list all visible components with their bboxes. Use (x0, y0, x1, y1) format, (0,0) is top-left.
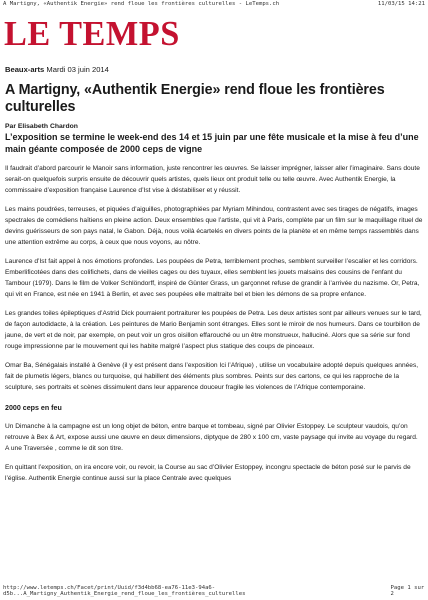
print-footer-page: Page 1 sur 2 (390, 585, 425, 597)
article-title: A Martigny, «Authentik Energie» rend floue les frontières culturelles (5, 82, 385, 115)
article (5, 65, 423, 484)
print-header (0, 1, 428, 7)
article-paragraph: Il faudrait d’abord parcourir le Manoir sans information, juste rencontrer les œuvres. Se laisser imprégner, laisser aller l’imaginaire. Sans doute serait-on quelquefois surpris ensuite de découvrir quels artistes, quels lieux ont produit telle ou telle œuvre. Avec Authentik Energie, la commissaire d’exposition française Laurence d’Ist vise à déstabiliser et y réussit. (5, 165, 420, 194)
publication-date: Mardi 03 juin 2014 (46, 65, 109, 74)
article-rubric (5, 65, 423, 75)
article-paragraph: Un Dimanche à la campagne est un long objet de béton, entre barque et tombeau, signé par Olivier Estoppey. Le sculpteur vaudois, qu’on retrouve à Bex & Art, expose aussi une œuvre en deux dimensions, diptyque de 280 x 100 cm, vaste paysage qui invite au voyage du regard. A une Traversée , comme le dit son titre. (5, 423, 418, 452)
article-subheading: 2000 ceps en feu (5, 404, 62, 412)
article-paragraph: Omar Ba, Sénégalais installé à Genève (il y est présent dans l’exposition Ici l’Afrique) , utilise un vocabulaire adopté depuis quelques années, fait de plumetis légers, blancs ou turquoise, qui habillent des éléments plus sombres. Peints sur des cartons, ce qui les rapproche de la sculpture, ses portraits et scènes dissimulent dans leur apparence douceur fragile les violences de l’Afrique contemporaine. (5, 362, 419, 391)
article-paragraph: Laurence d’Ist fait appel à nos émotions profondes. Les poupées de Petra, terriblement proches, semblent surveiller l’escalier et les corridors. Emberlificotées dans des colifichets, dans de vieilles cages ou des tuyaux, elles semblent les jouets malsains des cousins de l’enfant du Tambour (1979). Dans le film de Volker Schlöndorff, inspiré de Günter Grass, un garçonnet refuse de grandir à l’arrivée du nazisme. Or, Petra, qui vit en France, est née en 1941 à Berlin, et avec ses poupées elle maltraite bel et bien les démons de sa propre enfance. (5, 258, 420, 298)
print-footer-url: http://www.letemps.ch/Facet/print/Uuid/f3d4bb68-ea76-11e3-94a6-d5b...A_Martigny_Authentik_Energie_rend_floue_les_frontières_culturelles (3, 585, 246, 597)
article-paragraph: Les mains poudrées, terreuses, et piquées d’aiguilles, photographiées par Myriam Mihindou, contrastent avec ses tirages de négatifs, images spectrales de comédiens haïtiens en pleine action. Deux ensembles que l’artiste, qui vit à Paris, complète par un film sur le maquillage rituel de devins guérisseurs de son pays natal, le Gabon. Déjà, nous voilà écartelés en divers points de la planète et en même temps rassemblés dans une attention extrême au corps, à ceux que nous voyons, au nôtre. (5, 206, 423, 246)
print-header-title: A Martigny, «Authentik Energie» rend floue les frontières culturelles - LeTemps.ch (3, 1, 280, 7)
section-label[interactable]: Beaux-arts (5, 65, 45, 74)
article-lead: L’exposition se termine le week-end des 14 et 15 juin par une fête musicale et la mise à feu d’une main géante composée de 2000 ceps de vigne (5, 132, 419, 154)
masthead-logo[interactable]: LE TEMPS (4, 14, 180, 53)
print-footer (0, 585, 428, 597)
article-author: Par Elisabeth Chardon (5, 123, 78, 130)
print-header-timestamp: 11/03/15 14:21 (377, 1, 425, 7)
article-paragraph: Les grandes toiles épileptiques d’Astrid Dick pourraient portraiturer les poupées de Petra. Les deux artistes sont par ailleurs venues sur le tard, de façon autodidacte, à la création. Les peintures de Mario Benjamin sont étranges. Elles sont le miroir de nos humeurs. Dans ce tourbillon de jaune, de vert et de noir, par exemple, on peut voir un gros oisillon effarouché ou un être monstrueux, halluciné. Alors que sa série sur fond rouge impressionne par le mouvement qui les habite malgré l’aspect plus statique des coups de pinceaux. (5, 310, 422, 350)
article-paragraph: En quittant l’exposition, on ira encore voir, ou revoir, la Course au sac d’Olivier Estoppey, incongru spectacle de béton posé sur le parvis de l’église. Authentik Energie continue aussi sur la place Centrale avec quelques (5, 464, 411, 482)
